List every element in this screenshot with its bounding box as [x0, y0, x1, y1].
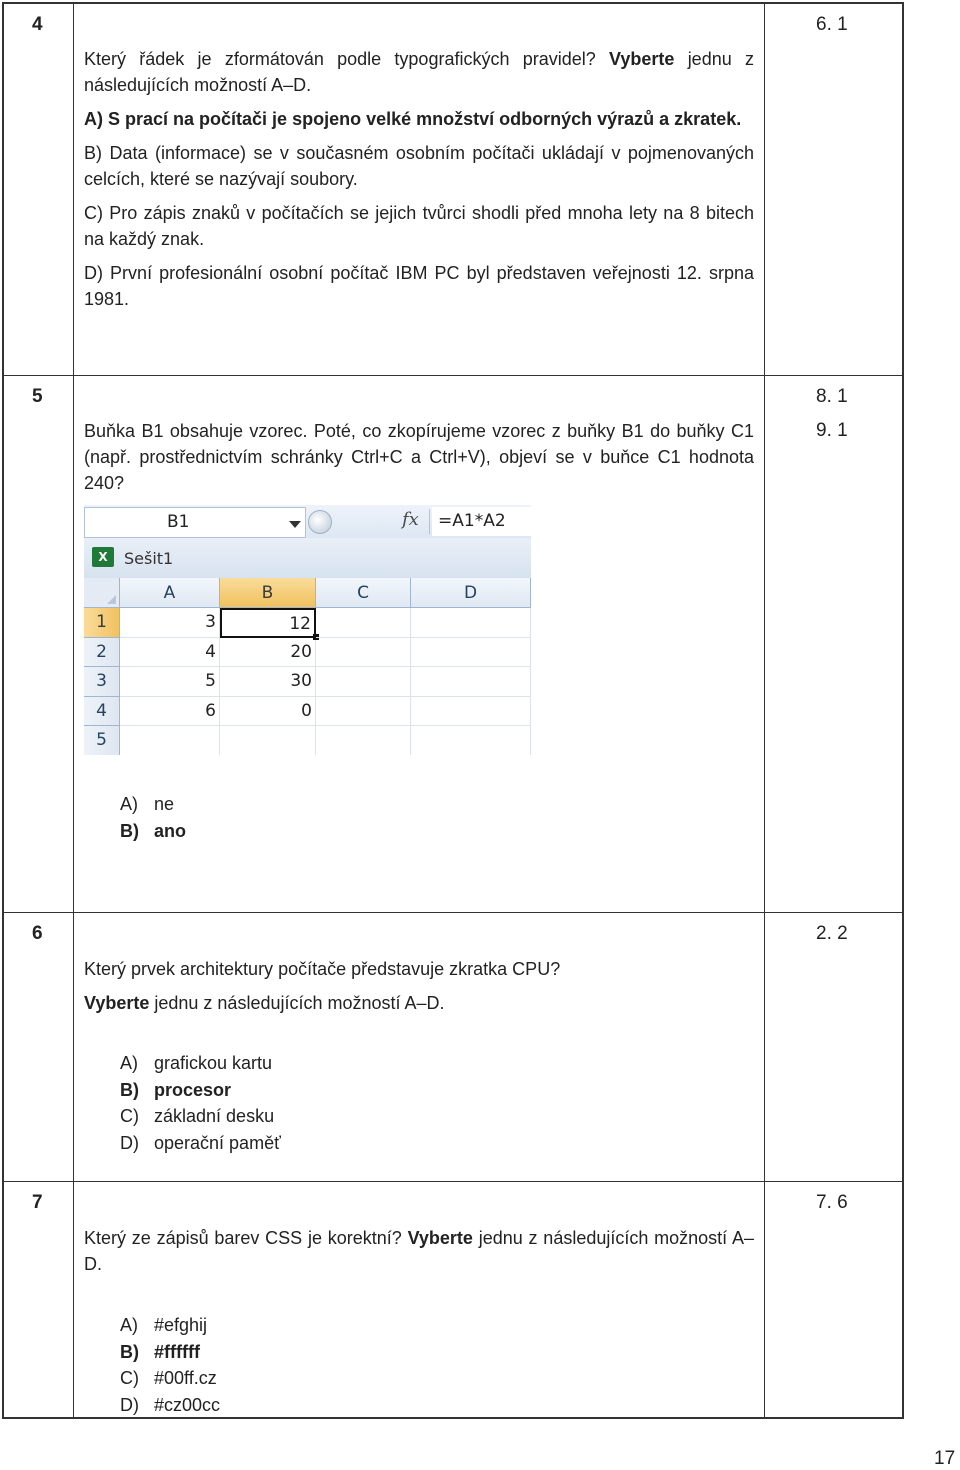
question-number: 5: [32, 386, 43, 407]
option-a: A) S prací na počítači je spojeno velké množství odborných výrazů a zkratek.: [84, 109, 742, 129]
option-b: B) Data (informace) se v současném osobním počítači ukládají v pojmenovaných celcích, které se nazývají soubory.: [84, 143, 754, 189]
formula-field: [432, 507, 531, 536]
column-divider-1: [73, 2, 74, 1419]
question-text: [84, 1225, 754, 1277]
answer-options: [120, 1312, 220, 1418]
question-code: 7. 6: [816, 1192, 848, 1213]
answer-options: [120, 791, 186, 844]
row-divider-1: [2, 375, 904, 376]
name-box-value: B1: [167, 512, 190, 532]
instruction-rest: jednu z následujících možností A–D.: [149, 993, 445, 1013]
cell-a3: 5: [120, 667, 220, 697]
question-prompt: Který prvek architektury počítače představuje zkratka CPU?: [84, 959, 561, 979]
formula-separator: [429, 509, 430, 534]
cell-b4: 0: [220, 697, 316, 727]
question-code: 6. 1: [816, 14, 848, 35]
question-codes: [816, 380, 848, 448]
cell-d2: [411, 638, 531, 668]
excel-icon: X: [92, 547, 114, 567]
question-number: 7: [32, 1192, 43, 1213]
row-header-3: 3: [84, 667, 120, 697]
cell-c4: [316, 697, 411, 727]
option-a: A) grafickou kartu: [120, 1053, 273, 1073]
dropdown-arrow-icon: [289, 521, 301, 528]
formula-bar: [84, 505, 531, 539]
cell-d4: [411, 697, 531, 727]
column-header-d: D: [411, 578, 531, 608]
cell-c5: [316, 726, 411, 755]
formula-value: =A1*A2: [438, 511, 506, 531]
name-box: [84, 507, 306, 538]
cell-c1: [316, 608, 411, 638]
workbook-titlebar: [84, 538, 531, 578]
column-header-c: C: [316, 578, 411, 608]
option-c: C) #00ff.cz: [120, 1368, 217, 1388]
option-b: B) ano: [120, 820, 187, 841]
table-border-right: [902, 2, 904, 1419]
page-number: 17: [934, 1448, 956, 1469]
column-divider-2: [764, 2, 765, 1419]
option-b: B) #ffffff: [120, 1341, 200, 1362]
question-text: [84, 418, 754, 496]
question-number: 4: [32, 14, 43, 35]
option-c: C) základní desku: [120, 1106, 275, 1126]
answer-options: [120, 1050, 281, 1156]
column-header-b: B: [220, 578, 316, 608]
cell-c3: [316, 667, 411, 697]
question-intro: Který řádek je zformátován podle typografických pravidel?: [84, 49, 596, 69]
option-b: B) procesor: [120, 1079, 232, 1100]
question-prompt: Buňka B1 obsahuje vzorec. Poté, co zkopírujeme vzorec z buňky B1 do buňky C1 (např. prostřednictvím schránky Ctrl+C a Ctrl+V), objeví se v buňce C1 hodnota 240?: [84, 421, 754, 493]
question-prompt: Který ze zápisů barev CSS je korektní?: [84, 1228, 402, 1248]
cell-b3: 30: [220, 667, 316, 697]
sheet-grid: [84, 578, 531, 755]
table-border-left: [2, 2, 4, 1419]
row-header-4: 4: [84, 697, 120, 727]
question-number: 6: [32, 923, 43, 944]
cell-c2: [316, 638, 411, 668]
select-all-corner: [84, 578, 120, 608]
row-header-1: 1: [84, 608, 120, 638]
instruction-bold: Vyberte: [84, 993, 150, 1013]
cell-a5: [120, 726, 220, 755]
workbook-title: Sešit1: [124, 549, 174, 568]
row-header-2: 2: [84, 638, 120, 668]
question-text: [84, 956, 754, 1016]
option-d: D) #cz00cc: [120, 1394, 221, 1415]
question-code: 8. 1: [816, 386, 848, 407]
question-text: [84, 46, 754, 320]
cell-d1: [411, 608, 531, 638]
cell-d5: [411, 726, 531, 755]
instruction-rest: jednu z následujících možností A–D.: [84, 49, 754, 95]
question-code: 2. 2: [816, 923, 848, 944]
instruction-bold: Vyberte: [609, 49, 675, 69]
question-code: 9. 1: [816, 420, 848, 441]
cell-a2: 4: [120, 638, 220, 668]
function-icon: fx: [402, 509, 419, 530]
spreadsheet-screenshot: [84, 505, 531, 755]
cell-b2: 20: [220, 638, 316, 668]
cell-d3: [411, 667, 531, 697]
cell-a4: 6: [120, 697, 220, 727]
option-d: D) operační paměť: [120, 1132, 281, 1153]
option-c: C) Pro zápis znaků v počítačích se jejich tvůrci shodli před mnoha lety na 8 bitech na každý znak.: [84, 203, 754, 249]
column-header-a: A: [120, 578, 220, 608]
cell-a1: 3: [120, 608, 220, 638]
instruction-rest: jednu z následujících možností A–D.: [84, 1228, 754, 1274]
row-divider-3: [2, 1181, 904, 1182]
option-a: A) #efghij: [120, 1315, 208, 1335]
option-d: D) První profesionální osobní počítač IBM PC byl představen veřejnosti 12. srpna 1981.: [84, 263, 754, 309]
table-border-top: [2, 2, 904, 4]
cell-b1: 12: [220, 608, 316, 638]
option-a: A) ne: [120, 794, 175, 814]
row-header-5: 5: [84, 726, 120, 755]
row-divider-2: [2, 912, 904, 913]
cell-b5: [220, 726, 316, 755]
cancel-circle-icon: [308, 510, 332, 534]
instruction-bold: Vyberte: [407, 1228, 473, 1248]
